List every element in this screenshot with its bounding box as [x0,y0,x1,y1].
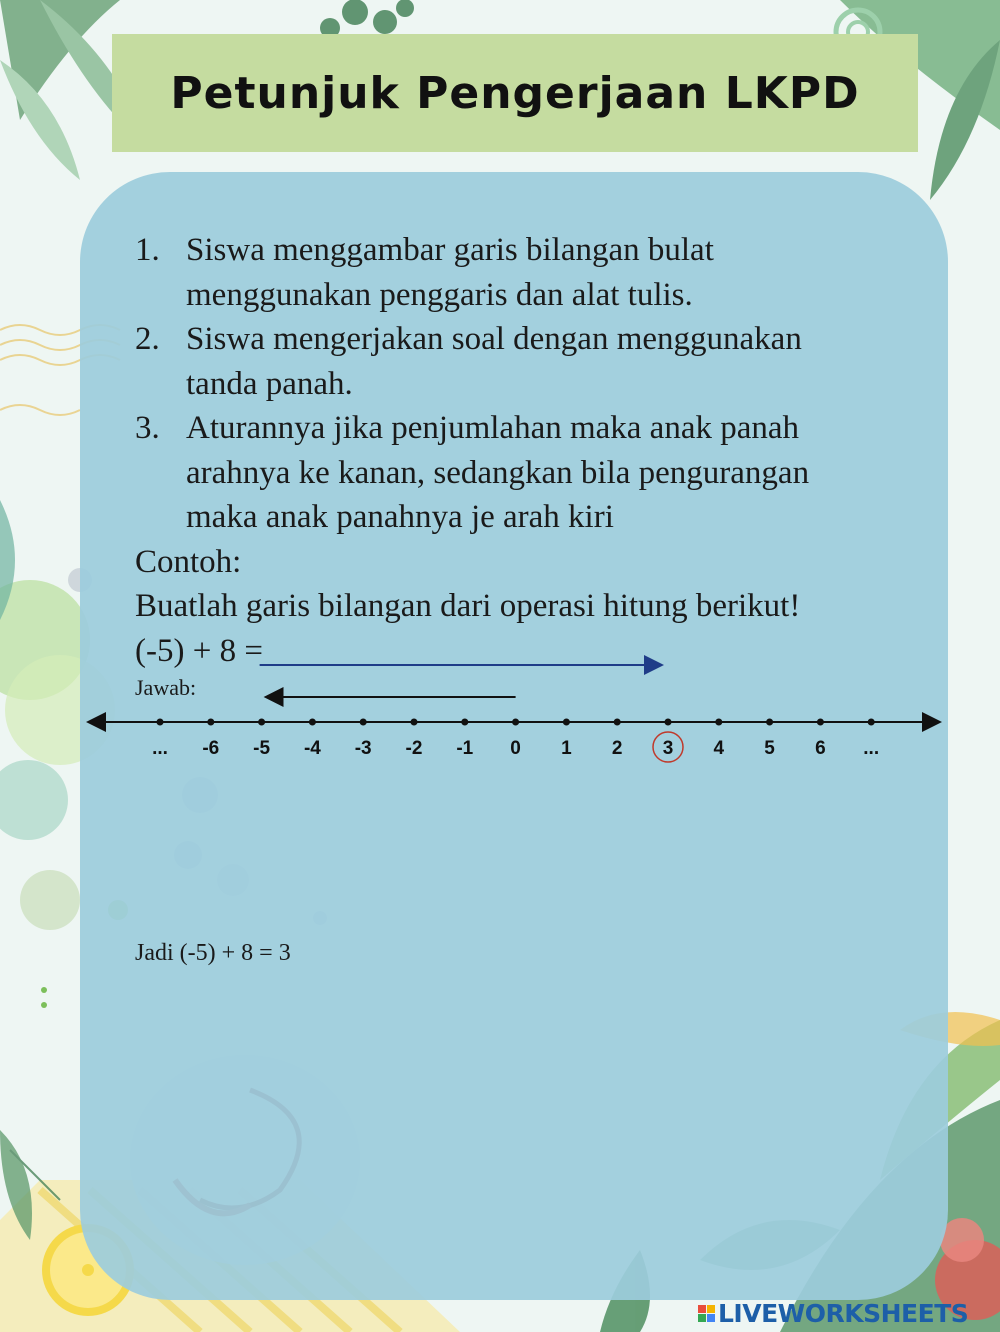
liveworksheets-logo-icon [698,1305,715,1322]
tick-dot [411,719,418,726]
tick-dot [817,719,824,726]
example-label: Contoh: [135,543,242,580]
instruction-line: tanda panah. [186,365,353,402]
tick-label: 2 [611,738,623,759]
tick-dot [563,719,570,726]
tick-label: -1 [456,738,474,759]
tick-dot [461,719,468,726]
instruction-number: 1. [135,232,160,268]
instruction-line: menggunakan penggaris dan alat tulis. [186,276,693,313]
tick-label: -6 [202,738,220,759]
tick-dot [360,719,367,726]
tick-labels [152,738,879,759]
tick-label: ... [152,738,168,759]
conclusion-text: Jadi (-5) + 8 = 3 [135,940,291,966]
tick-label: 6 [815,738,826,759]
tick-dot [258,719,265,726]
tick-dot [715,719,722,726]
tick-dot [157,719,164,726]
tick-dot [207,719,214,726]
instruction-line: arahnya ke kanan, sedangkan bila pengurangan [186,454,810,491]
tick-label: -2 [405,738,423,759]
tick-label: -3 [354,738,372,759]
tick-dot [614,719,621,726]
tick-dot [766,719,773,726]
tick-label: -4 [303,738,321,759]
instruction-line: Aturannya jika penjumlahan maka anak panah [186,410,800,446]
page-title: Petunjuk Pengerjaan LKPD [170,67,860,119]
tick-label: 4 [713,738,725,759]
watermark-text: LIVEWORKSHEETS [718,1298,969,1328]
tick-label: 0 [510,738,521,759]
tick-marks [157,719,875,726]
tick-label: -5 [253,738,271,759]
tick-label: 1 [561,738,572,759]
instruction-line: maka anak panahnya je arah kiri [186,499,614,535]
task-text: Buatlah garis bilangan dari operasi hitung berikut! [135,588,801,624]
watermark [698,1298,968,1328]
tick-dot [512,719,519,726]
instruction-number: 3. [135,410,160,446]
tick-label: ... [863,738,880,759]
instruction-line: Siswa mengerjakan soal dengan menggunakan [186,321,802,357]
answer-label: Jawab: [135,675,197,700]
tick-label: 5 [764,738,775,759]
instruction-number: 2. [135,321,160,357]
tick-label: 3 [662,738,674,759]
tick-dot [868,719,875,726]
tick-dot [665,719,672,726]
instruction-line: Siswa menggambar garis bilangan bulat [186,232,714,268]
expression-text: (-5) + 8 = [135,632,263,669]
tick-dot [309,719,316,726]
